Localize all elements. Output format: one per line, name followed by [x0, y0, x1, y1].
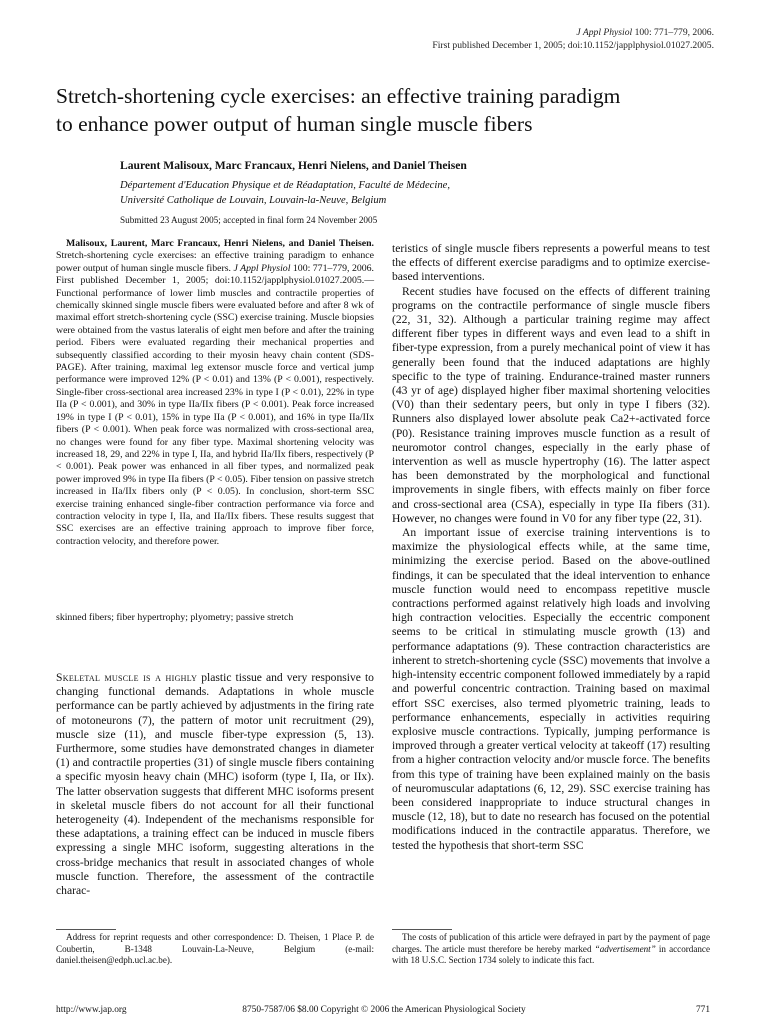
introduction-left-column [56, 671, 374, 898]
journal-name: J Appl Physiol [576, 27, 633, 38]
cost-note-text-end: in accordance with 18 U.S.C. Section 1734 solely to indicate this fact. [392, 943, 710, 966]
page-number: 771 [695, 1005, 710, 1015]
correspondence-footnote: Address for reprint requests and other correspondence: D. Theisen, 1 Place P. de Coubertin, B-1348 Louvain-La-Neuve, Belgium (e-mail: daniel.theisen@edph.ucl.ac.be). [56, 932, 374, 966]
affiliation-line-1: Département d'Education Physique et de Réadaptation, Faculté de Médecine, [120, 180, 450, 191]
abstract-authors: Malisoux, Laurent, Marc Francaux, Henri Nielens, and Daniel Theisen. [66, 238, 374, 249]
intro-paragraph-continued: teristics of single muscle fibers represents a powerful means to test the effects of different exercise paradigms and to optimize exercise-based interventions. [392, 242, 710, 284]
publication-info: First published December 1, 2005; doi:10.1152/japplphysiol.01027.2005. [432, 40, 714, 51]
introduction-right-column [392, 242, 710, 853]
abstract-journal: J Appl Physiol [233, 262, 291, 274]
affiliation [120, 178, 720, 208]
footnote-rule-left [56, 929, 116, 930]
title-line-1: Stretch-shortening cycle exercises: an effective training paradigm [56, 84, 621, 108]
abstract-body: —Functional performance of lower limb muscles and contractile properties of chemically skinned single muscle fibers were evaluated before and after 8 wk of maximal effort stretch-shortening cycle (SSC) exercise training. Muscle biopsies were obtained from the vastus lateralis of eight men before and after the training period. Fibers were evaluated regarding their mechanical properties and subsequently classified according to their myosin heavy chain content (SDS-PAGE). After training, maximal leg extensor muscle force and vertical jump performance were improved 12% (P < 0.01) and 13% (P < 0.001), respectively. Single-fiber cross-sectional area increased 23% in type I (P < 0.01), 22% in type IIa (P < 0.001), and 30% in type IIa/IIx fibers (P < 0.001). Peak force increased 19% in type I (P < 0.01), 15% in type IIa (P < 0.001), and 16% in type IIa/IIx fibers (P < 0.001). When peak force was normalized with cross-sectional area, no changes were found for any fiber type. Maximal shortening velocity was increased 18, 29, and 22% in type I, IIa, and hybrid IIa/IIx fibers, respectively (P < 0.001). Peak power was enhanced in all fiber types, and normalized peak power improved 9% in type IIa fibers (P < 0.05). Fiber tension on passive stretch increased in IIa/IIx fibers only (P < 0.05). In conclusion, short-term SSC exercise training enhanced single-fiber contraction performance via force and contraction velocity in type I, IIa, and IIa/IIx fibers. These results suggest that SSC exercises are an effective training approach to improve fiber force, contraction velocity, and therefore power. [56, 275, 374, 547]
publication-cost-footnote [392, 932, 710, 967]
intro-paragraph: plastic tissue and very responsive to changing functional demands. Adaptations in whole muscle performance can be partly achieved by adjustments in the firing rate of motoneurons (7), the pattern of motor unit recruitment (29), muscle size (11), and muscle fiber-type expression (5, 13). Furthermore, some studies have demonstrated changes in diameter (1) and contractile properties (31) of single muscle fibers containing a specific myosin heavy chain (MHC) isoform (type I, IIa, or IIx). The latter observation suggests that different MHC isoforms present in skeletal muscle fibers do not account for all their functional heterogeneity (4). Independent of the mechanisms responsible for these adaptations, a training effect can be induced in muscle fibers expressing a single MHC isoform, suggesting alterations in the cross-bridge mechanics that result in associated changes of whole muscle function. Therefore, the assessment of the contractile charac- [56, 671, 374, 898]
article-title [56, 82, 716, 138]
copyright-line: 8750-7587/06 $8.00 Copyright © 2006 the American Physiological Society [242, 1005, 526, 1015]
journal-url-link[interactable]: http://www.jap.org [56, 1005, 127, 1015]
advertisement-term: “advertisement” [594, 943, 656, 954]
footnote-rule-right [392, 929, 452, 930]
keywords: skinned fibers; fiber hypertrophy; plyometry; passive stretch [56, 612, 294, 623]
submission-dates: Submitted 23 August 2005; accepted in final form 24 November 2005 [120, 215, 378, 225]
cost-note-text: The costs of publication of this article were defrayed in part by the payment of page charges. The article must therefore be hereby marked [392, 932, 710, 954]
abstract-citation: 100: 771–779, 2006. First published December 1, 2005; doi:10.1152/japplphysiol.01027.2005. [56, 262, 375, 287]
journal-citation: 100: 771–779, 2006. [634, 27, 714, 38]
intro-paragraph-2: Recent studies have focused on the effects of different training programs on the contractile performance of single muscle fibers (22, 31, 32). Although a particular training regime may affect different fiber types in different ways and even lead to a shift in fiber-type expression, from a purely mechanical point of view it has generally been found that the induced adaptations are highly specific to the type of training. Endurance-trained master runners (43 yr of age) displayed higher fiber maximal shortening velocities (V0) than their sedentary peers, but only in type I fibers (32). Runners also displayed lower absolute peak Ca2+-activated force (P0). Resistance training improves muscle function as a result of neuromotor control changes, especially in the early phase of intervention as well as muscle hypertrophy (16). The latter aspect has been demonstrated by the morphological and functional improvements in single fibers, with effects mainly on fiber force and cross-sectional area (CSA), especially in type IIa fibers (31). However, no changes were found in V0 for any fiber type (22, 31). [392, 284, 710, 525]
author-list: Laurent Malisoux, Marc Francaux, Henri Nielens, and Daniel Theisen [120, 159, 467, 172]
running-head [432, 26, 714, 52]
affiliation-line-2: Université Catholique de Louvain, Louvain-la-Neuve, Belgium [120, 195, 387, 206]
intro-paragraph-3: An important issue of exercise training interventions is to maximize the physiological effects while, at the same time, minimizing the exercise period. Based on the above-outlined findings, it can be speculated that the ideal intervention to enhance muscle function would need to encompass repetitive muscle contractions performed against relatively high loads and involving high contraction velocities. Especially the eccentric component seems to be critical in stimulating muscle growth (13) and performance adaptations (9). These contraction characteristics are inherent to stretch-shortening cycle (SSC) movements that involve a high-intensity eccentric component followed immediately by a rapid and powerful concentric contraction. Training based on maximal effort SSC exercises, also termed plyometric training, leads to performance enhancements, especially in activities requiring explosive muscle contractions. Typically, jumping performance is improved through a greater vertical velocity at takeoff (17) resulting from a higher contraction velocity and/or muscle force. The benefits from this type of training have been explained mainly on the basis of neuromuscular adaptations (6, 12, 29). SSC exercise training has been considered inappropriate to induce structural changes in muscle (12, 18), but to date no research has focused on the potential modifications induced in the contractile apparatus. Therefore, we tested the hypothesis that short-term SSC [392, 526, 710, 852]
abstract-article-title: Stretch-shortening cycle exercises: an effective training paradigm to enhance power output of human single muscle fibers. [56, 250, 374, 274]
title-line-2: to enhance power output of human single muscle fibers [56, 112, 533, 136]
abstract [56, 238, 374, 548]
intro-lead-in: Skeletal muscle is a highly [56, 671, 198, 684]
